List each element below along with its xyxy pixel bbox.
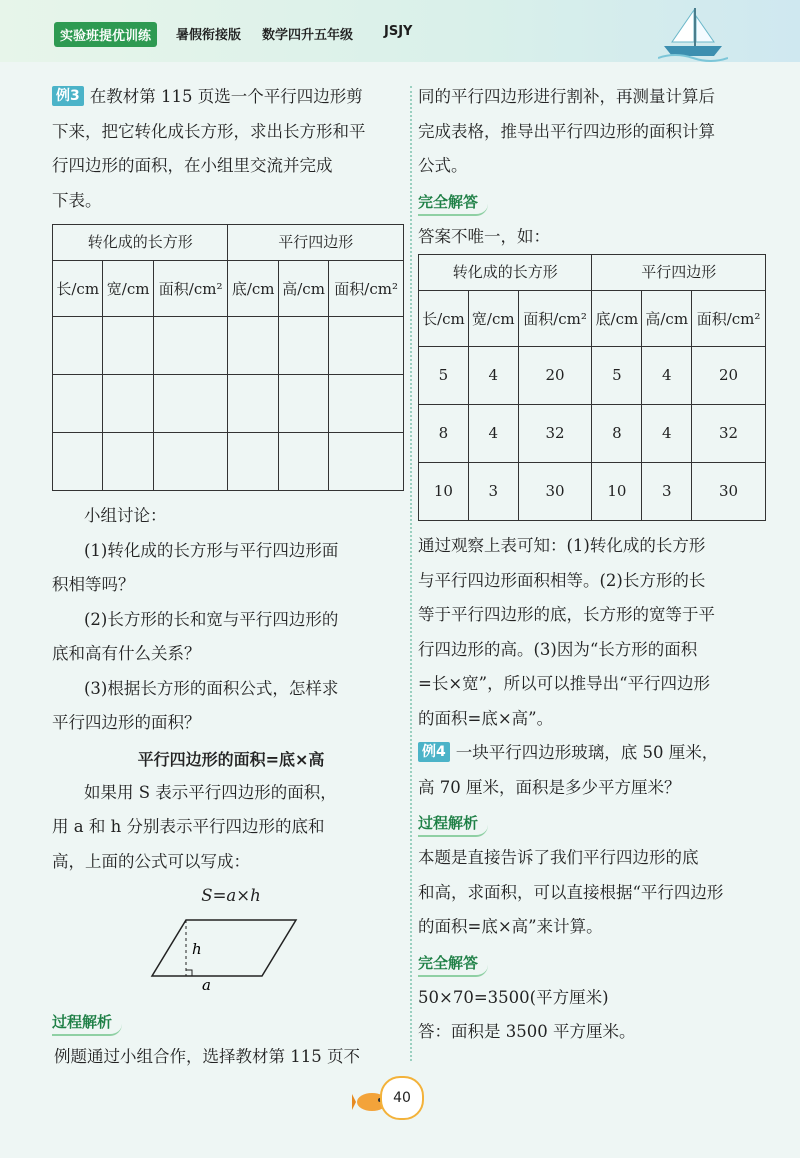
example3-line2: 下来，把它转化成长方形，求出长方形和平 [52, 121, 366, 141]
observation-b: 与平行四边形面积相等。(2)长方形的长 [418, 570, 706, 590]
blank-cell[interactable] [278, 433, 328, 491]
table-row: 5 4 20 5 4 20 [419, 347, 766, 405]
base-label: a [202, 975, 211, 992]
continue-c: 公式。 [418, 156, 468, 175]
table-group-rect: 转化成的长方形 [53, 225, 228, 261]
question2-b: 底和高有什么关系？ [52, 644, 201, 663]
symbolic-formula: S=a×h [201, 886, 261, 905]
question1-b: 积相等吗？ [52, 575, 135, 594]
col-header: 底/cm [592, 291, 642, 347]
col-header: 高/cm [278, 261, 328, 317]
column-divider [410, 86, 412, 1061]
question2-a: (2)长方形的长和宽与平行四边形的 [84, 609, 339, 629]
process-analysis-title-2: 过程解析 [418, 811, 488, 837]
blank-table [52, 224, 404, 491]
full-answer-title-2: 完全解答 [418, 951, 488, 977]
example3-line4: 下表。 [52, 190, 102, 210]
right-column [418, 80, 770, 1050]
col-header: 面积/cm² [153, 261, 228, 317]
page-header [0, 0, 800, 62]
example4-tag: 例4 [418, 742, 450, 762]
observation-e: =长×宽”，所以可以推导出“平行四边形 [418, 674, 711, 693]
left-column [52, 80, 410, 1075]
col-header: 底/cm [228, 261, 278, 317]
blank-cell[interactable] [228, 433, 278, 491]
col-header: 宽/cm [468, 291, 518, 347]
observation-a: 通过观察上表可知：(1)转化成的长方形 [418, 536, 706, 555]
example3-line3: 行四边形的面积，在小组里交流并完成 [52, 156, 333, 175]
blank-cell[interactable] [153, 317, 228, 375]
subject-label: 数学四升五年级 [262, 28, 354, 43]
blank-cell[interactable] [103, 317, 153, 375]
blank-cell[interactable] [278, 375, 328, 433]
final-answer: 答：面积是 3500 平方厘米。 [418, 1022, 636, 1041]
example3-tag: 例3 [52, 86, 84, 106]
example4-line2: 高 70 厘米，面积是多少平方厘米？ [418, 777, 681, 797]
table-row: 8 4 32 8 4 32 [419, 405, 766, 463]
area-formula: 平行四边形的面积=底×高 [137, 749, 325, 769]
question3-a: (3)根据长方形的面积公式，怎样求 [84, 678, 339, 698]
table-group-rect: 转化成的长方形 [419, 255, 592, 291]
blank-cell[interactable] [53, 375, 103, 433]
symbol-text-b: 用 a 和 h 分别表示平行四边形的底和 [52, 817, 325, 836]
calculation: 50×70=3500(平方厘米) [418, 987, 609, 1007]
full-answer-title: 完全解答 [418, 190, 488, 216]
table-row [53, 375, 404, 433]
blank-cell[interactable] [53, 317, 103, 375]
observation-c: 等于平行四边形的底，长方形的宽等于平 [418, 605, 715, 624]
table-row: 10 3 30 10 3 30 [419, 463, 766, 521]
blank-cell[interactable] [153, 375, 228, 433]
process-analysis-title: 过程解析 [52, 1010, 122, 1036]
symbol-text-c: 高，上面的公式可以写成： [52, 851, 250, 871]
col-header: 高/cm [642, 291, 692, 347]
analysis-text: 例题通过小组合作，选择教材第 115 页不 [54, 1047, 360, 1066]
blank-cell[interactable] [329, 317, 404, 375]
symbol-text-a: 如果用 S 表示平行四边形的面积， [84, 782, 337, 802]
analysis-a: 本题是直接告诉了我们平行四边形的底 [418, 848, 699, 867]
observation-f: 的面积=底×高”。 [418, 708, 554, 728]
series-badge: 实验班提优训练 [54, 22, 157, 47]
continue-b: 完成表格，推导出平行四边形的面积计算 [418, 121, 715, 141]
page-number: 40 [380, 1076, 424, 1120]
blank-cell[interactable] [103, 375, 153, 433]
example4-line1: 例4 一块平行四边形玻璃，底 50 厘米， [418, 736, 770, 771]
table-group-para: 平行四边形 [592, 255, 766, 291]
col-header: 面积/cm² [329, 261, 404, 317]
height-label: h [192, 939, 202, 958]
blank-cell[interactable] [153, 433, 228, 491]
col-header: 面积/cm² [692, 291, 766, 347]
edition-label: 暑假衔接版 [176, 28, 242, 43]
question1-a: (1)转化成的长方形与平行四边形面 [84, 540, 339, 560]
sailboat-icon [658, 6, 728, 62]
code-label: JSJY [384, 24, 413, 39]
blank-cell[interactable] [53, 433, 103, 491]
blank-cell[interactable] [228, 317, 278, 375]
col-header: 长/cm [53, 261, 103, 317]
col-header: 面积/cm² [518, 291, 592, 347]
table-row [53, 433, 404, 491]
analysis-b: 和高，求面积，可以直接根据“平行四边形 [418, 882, 724, 902]
col-header: 宽/cm [103, 261, 153, 317]
answer-table [418, 254, 766, 521]
discussion-title: 小组讨论： [84, 506, 167, 525]
continue-a: 同的平行四边形进行割补，再测量计算后 [418, 87, 715, 106]
blank-cell[interactable] [278, 317, 328, 375]
blank-cell[interactable] [228, 375, 278, 433]
observation-d: 行四边形的高。(3)因为“长方形的面积 [418, 639, 698, 659]
table-row [53, 317, 404, 375]
blank-cell[interactable] [329, 433, 404, 491]
col-header: 长/cm [419, 291, 469, 347]
parallelogram-figure [52, 914, 410, 992]
analysis-c: 的面积=底×高”来计算。 [418, 917, 603, 936]
question3-b: 平行四边形的面积？ [52, 713, 201, 732]
table-group-para: 平行四边形 [228, 225, 404, 261]
answer-intro: 答案不唯一，如： [418, 226, 550, 246]
blank-cell[interactable] [329, 375, 404, 433]
example3-line1: 例3 在教材第 115 页选一个平行四边形剪 [52, 80, 410, 115]
blank-cell[interactable] [103, 433, 153, 491]
